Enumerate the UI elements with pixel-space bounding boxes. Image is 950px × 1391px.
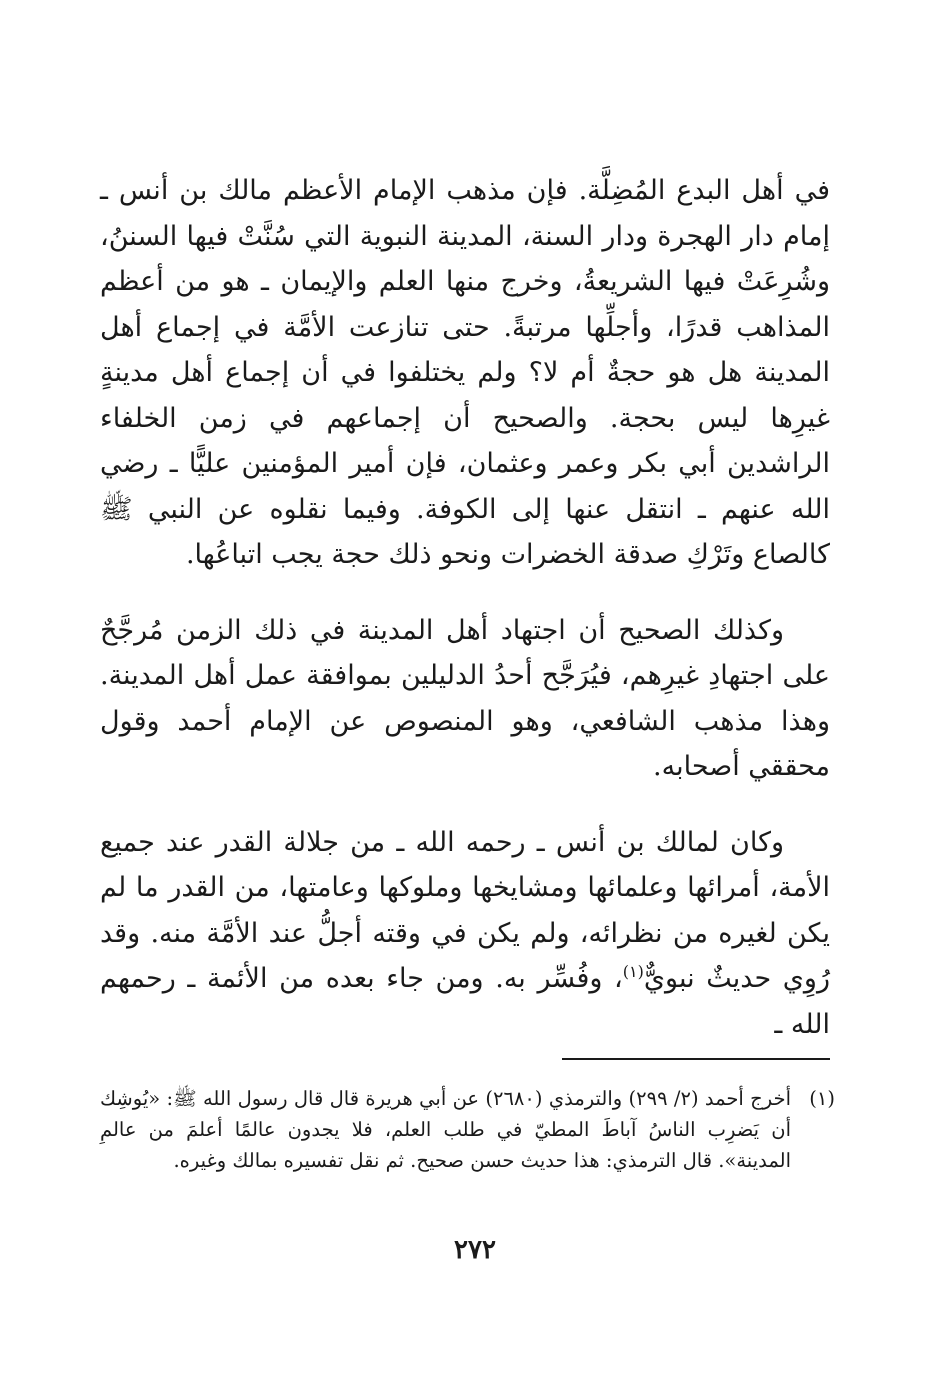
paragraph-spacer (100, 790, 830, 820)
page-number: ٢٧٢ (454, 1235, 496, 1265)
footnotes (100, 1083, 835, 1176)
footnote-separator (562, 1058, 830, 1060)
paragraph-3 (100, 820, 830, 1048)
main-text (100, 168, 830, 1047)
paragraph-3-text-after: ، وفُسِّر به. ومن جاء بعده من الأئمة ـ رحمهم الله ـ (100, 963, 830, 1040)
footnote-reference[interactable]: (١) (622, 962, 644, 981)
paragraph-spacer (100, 578, 830, 608)
footnote-item (100, 1083, 835, 1176)
paragraph-1: في أهل البدع المُضِلَّة. فإن مذهب الإمام الأعظم مالك بن أنس ـ إمام دار الهجرة ودار السنة، المدينة النبوية التي سُنَّتْ فيها السننُ، وشُرِعَتْ فيها الشريعةُ، وخرج منها العلم والإيمان ـ هو من أعظم المذاهب قدرًا، وأجلِّها مرتبةً. حتى تنازعت الأمَّة في إجماع أهل المدينة هل هو حجةٌ أم لا؟ ولم يختلفوا في أن إجماع أهل مدينةٍ غيرِها ليس بحجة. والصحيح أن إجماعهم في زمن الخلفاء الراشدين أبي بكر وعمر وعثمان، فإن أمير المؤمنين عليًّا ـ رضي الله عنهم ـ انتقل عنها إلى الكوفة. وفيما نقلوه عن النبي ﷺ كالصاع وتَرْكِ صدقة الخضرات ونحو ذلك حجة يجب اتباعُها. (100, 175, 830, 570)
footnote-number: (١) (809, 1087, 835, 1110)
paragraph-2: وكذلك الصحيح أن اجتهاد أهل المدينة في ذلك الزمن مُرجَّحٌ على اجتهادِ غيرِهم، فيُرَجَّح أحدُ الدليلين بموافقة عمل أهل المدينة. وهذا مذهب الشافعي، وهو المنصوص عن الإمام أحمد وقول محققي أصحابه. (100, 614, 830, 782)
paragraph-3-text-before: وكان لمالك بن أنس ـ رحمه الله ـ من جلالة القدر عند جميع الأمة، أمرائها وعلمائها ومشايخها وملوكها وعامتها، من القدر ما لم يكن لغيره من نظرائه، ولم يكن في وقته أجلُّ عند الأمَّة منه. وقد رُوِي حديثٌ نبويٌّ (100, 826, 830, 994)
footnote-text: أخرج أحمد (٢/ ٢٩٩) والترمذي (٢٦٨٠) عن أبي هريرة قال قال رسول الله ﷺ: «يُوشِك أن يَضرِب الناسُ آباطَ المطيّ في طلب العلم، فلا يجدون عالمًا أعلمَ من عالمِ المدينة». قال الترمذي: هذا حديث حسن صحيح. ثم نقل تفسيره بمالك وغيره. (100, 1087, 791, 1172)
